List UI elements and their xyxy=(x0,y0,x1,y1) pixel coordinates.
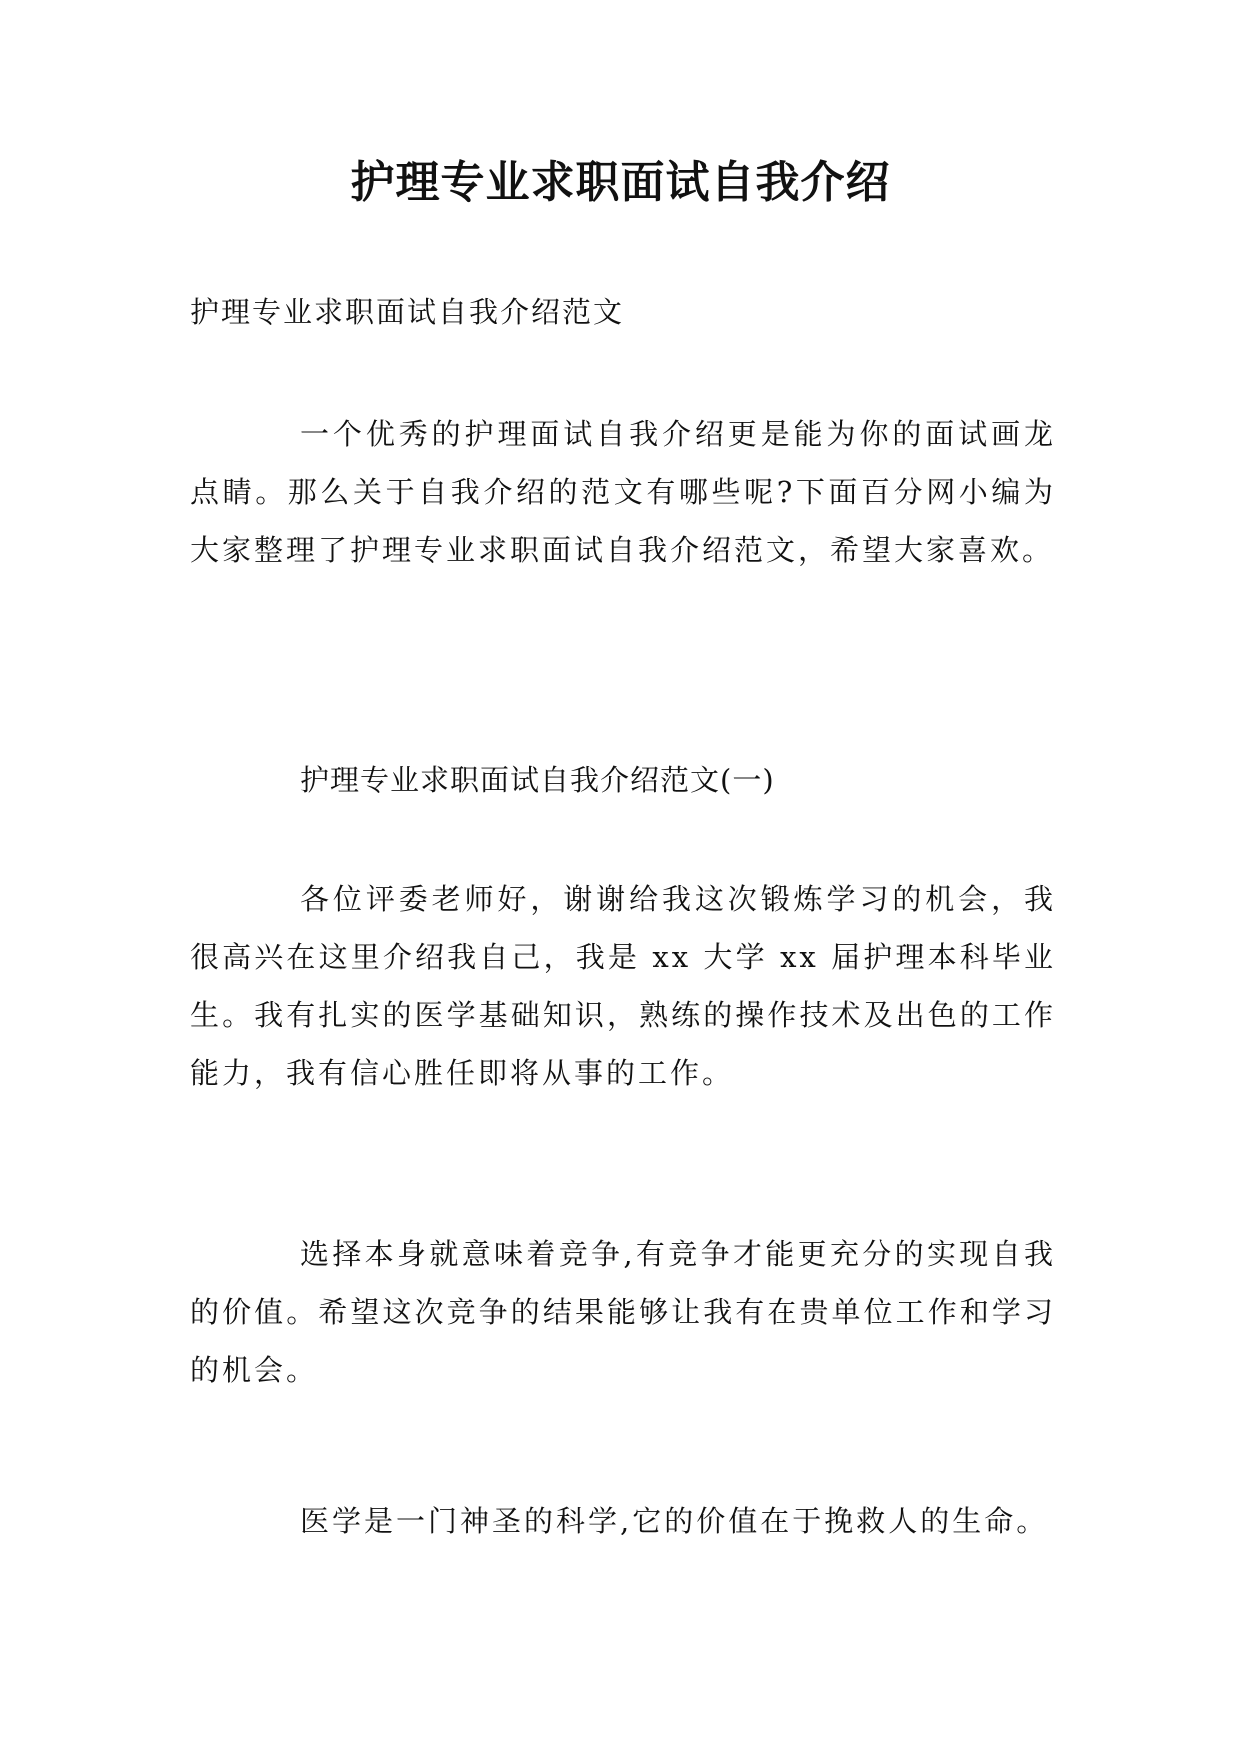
document-title: 护理专业求职面试自我介绍 xyxy=(350,157,891,208)
section-heading: 护理专业求职面试自我介绍范文(一) xyxy=(300,763,775,797)
document-subtitle: 护理专业求职面试自我介绍范文 xyxy=(190,295,625,329)
body-paragraph: 医学是一门神圣的科学,它的价值在于挽救人的生命。 xyxy=(300,1504,1049,1538)
intro-paragraph: 一个优秀的护理面试自我介绍更是能为你的面试画龙点睛。那么关于自我介绍的范文有哪些呢?下面百分网小编为大家整理了护理专业求职面试自我介绍范文，希望大家喜欢。 xyxy=(190,417,1056,567)
body-paragraph: 各位评委老师好，谢谢给我这次锻炼学习的机会，我很高兴在这里介绍我自己，我是 xx 大学 xx 届护理本科毕业生。我有扎实的医学基础知识，熟练的操作技术及出色的工作能力，我有信心胜任即将从事的工作。 xyxy=(190,882,1056,1090)
body-paragraph: 选择本身就意味着竞争,有竞争才能更充分的实现自我的价值。希望这次竞争的结果能够让我有在贵单位工作和学习的机会。 xyxy=(190,1237,1056,1387)
